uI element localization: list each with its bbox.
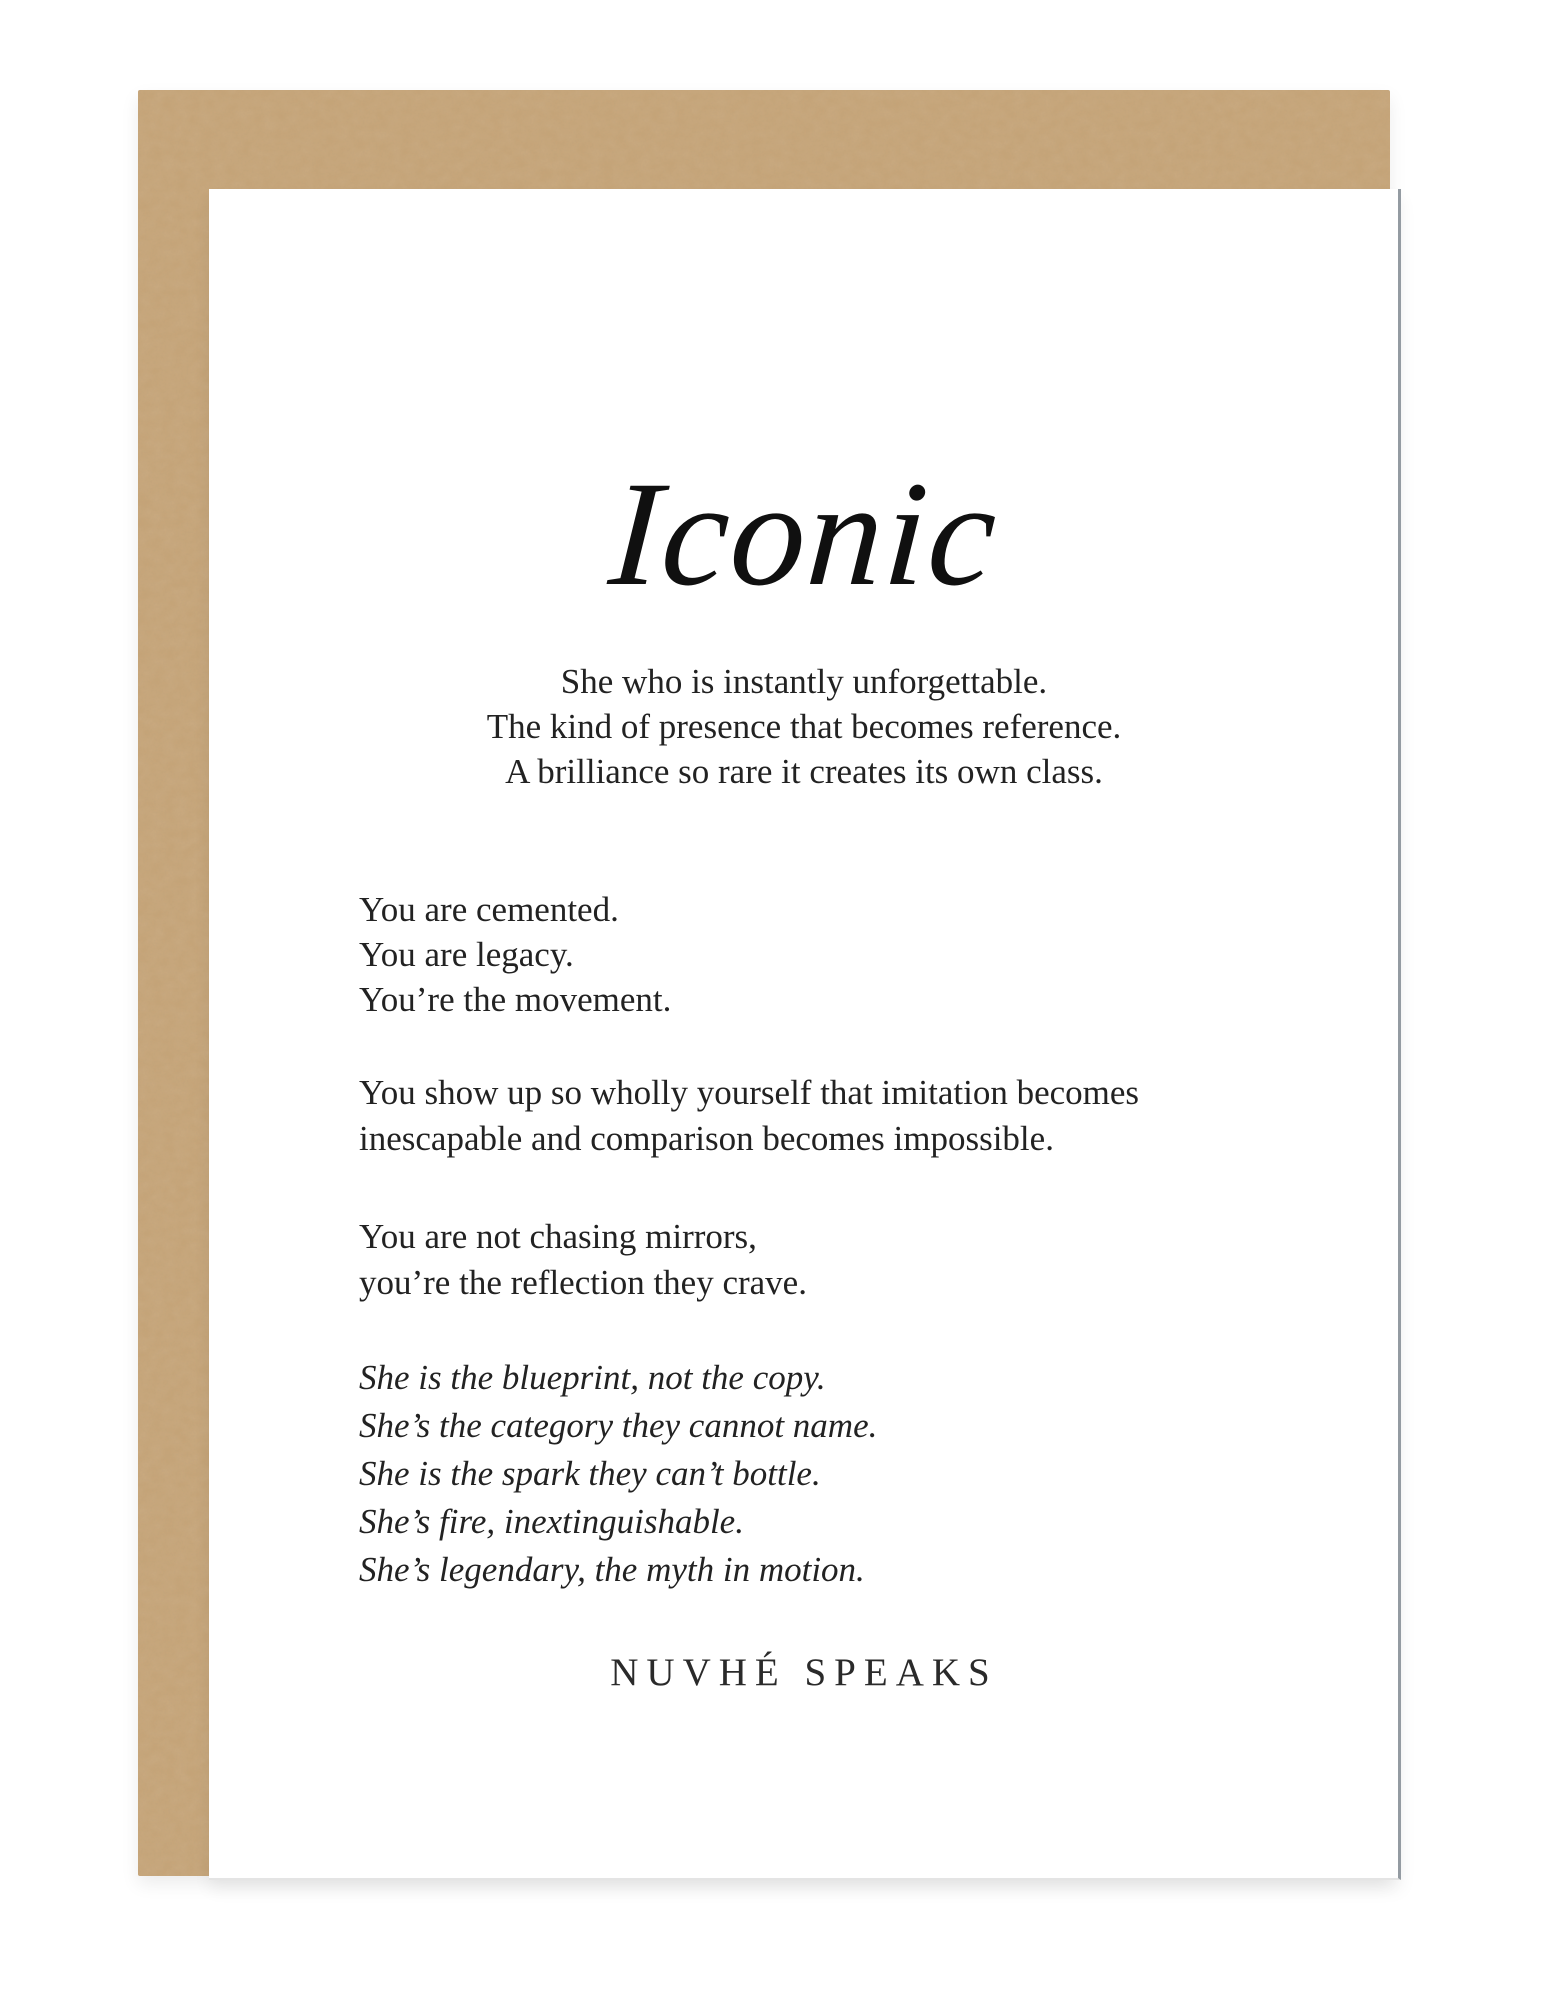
- stanza-line: inescapable and comparison becomes impossible.: [359, 1119, 1054, 1158]
- stanza-line: You are cemented.: [359, 890, 619, 929]
- card-title: Iconic: [604, 451, 1004, 617]
- stanza-line: You’re the movement.: [359, 980, 672, 1019]
- card-content: [359, 189, 1249, 1878]
- poem-stanza: [359, 887, 1249, 1022]
- stanza-line: You show up so wholly yourself that imitation becomes: [359, 1073, 1140, 1112]
- greeting-card: [209, 189, 1401, 1880]
- brand-signature: NUVHÉ SPEAKS: [610, 1651, 998, 1694]
- subtitle-line: She who is instantly unforgettable.: [560, 662, 1048, 701]
- stanza-line: You are not chasing mirrors,: [359, 1217, 757, 1256]
- stanza-line: She’s the category they cannot name.: [359, 1406, 878, 1445]
- poem-stanza: [359, 1214, 1249, 1306]
- subtitle-line: The kind of presence that becomes reference.: [486, 707, 1122, 746]
- subtitle-line: A brilliance so rare it creates its own class.: [505, 752, 1103, 791]
- stanza-line: She is the blueprint, not the copy.: [359, 1358, 826, 1397]
- card-subtitle: [359, 659, 1249, 794]
- stanza-line: She’s fire, inextinguishable.: [359, 1502, 744, 1541]
- poem-stanza-italic: [359, 1354, 1249, 1594]
- stanza-line: She’s legendary, the myth in motion.: [359, 1550, 865, 1589]
- stanza-line: you’re the reflection they crave.: [359, 1263, 807, 1302]
- stanza-line: She is the spark they can’t bottle.: [359, 1454, 821, 1493]
- poem-stanza: [359, 1070, 1249, 1162]
- stanza-line: You are legacy.: [359, 935, 574, 974]
